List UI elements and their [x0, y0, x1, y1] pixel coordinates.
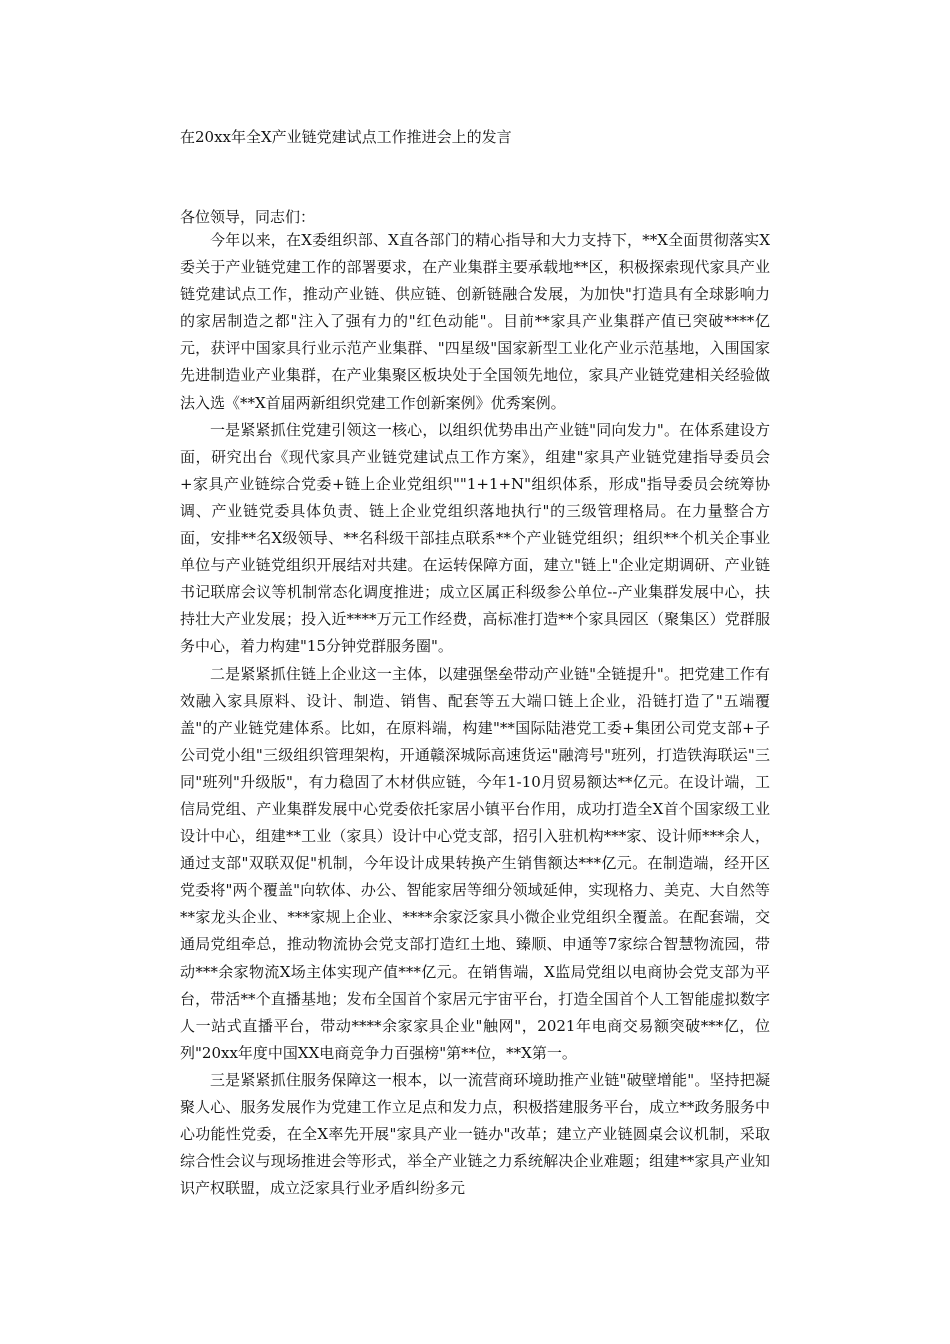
paragraph-intro: 今年以来，在X委组织部、X直各部门的精心指导和大力支持下，**X全面贯彻落实X委关于产业链党建工作的部署要求，在产业集群主要承载地**区，积极探索现代家具产业链党建试点工作，推动产业链、供应链、创新链融合发展，为加快"打造具有全球影响力的家居制造之都"注入了强有力的"红色动能"。目前**家具产业集群产值已突破****亿元，获评中国家具行业示范产业集群、"四星级"国家新型工业化产业示范基地，入围国家先进制造业产业集群，在产业集聚区板块处于全国领先地位，家具产业链党建相关经验做法入选《**X首届两新组织党建工作创新案例》优秀案例。	[180, 231, 770, 412]
salutation: 各位领导，同志们：	[180, 208, 316, 226]
document-body	[180, 227, 770, 1202]
document-title: 在20xx年全X产业链党建试点工作推进会上的发言	[180, 128, 512, 146]
paragraph-point-one: 一是紧紧抓住党建引领这一核心，以组织优势串出产业链"同向发力"。在体系建设方面，研究出台《现代家具产业链党建试点工作方案》，组建"家具产业链党建指导委员会+家具产业链综合党委+链上企业党组织""1+1+N"组织体系，形成"指导委员会统筹协调、产业链党委具体负责、链上企业党组织落地执行"的三级管理格局。在力量整合方面，安排**名X级领导、**名科级干部挂点联系**个产业链党组织；组织**个机关企事业单位与产业链党组织开展结对共建。在运转保障方面，建立"链上"企业定期调研、产业链书记联席会议等机制常态化调度推进；成立区属正科级参公单位--产业集群发展中心，扶持壮大产业发展；投入近****万元工作经费，高标准打造**个家具园区（聚集区）党群服务中心，着力构建"15分钟党群服务圈"。	[180, 420, 770, 656]
paragraph-point-three: 三是紧紧抓住服务保障这一根本，以一流营商环境助推产业链"破壁增能"。坚持把凝聚人心、服务发展作为党建工作立足点和发力点，积极搭建服务平台，成立**政务服务中心功能性党委，在全X率先开展"家具产业一链办"改革；建立产业链圆桌会议机制，采取综合性会议与现场推进会等形式，举全产业链之力系统解决企业难题；组建**家具产业知识产权联盟，成立泛家具行业矛盾纠纷多元	[180, 1070, 770, 1198]
paragraph-point-two: 二是紧紧抓住链上企业这一主体，以建强堡垒带动产业链"全链提升"。把党建工作有效融入家具原料、设计、制造、销售、配套等五大端口链上企业，沿链打造了"五端覆盖"的产业链党建体系。比如，在原料端，构建"**国际陆港党工委+集团公司党支部+子公司党小组"三级组织管理架构，开通赣深城际高速货运"融湾号"班列，打造铁海联运"三同"班列"升级版"，有力稳固了木材供应链，今年1-10月贸易额达**亿元。在设计端，工信局党组、产业集群发展中心党委依托家居小镇平台作用，成功打造全X首个国家级工业设计中心，组建**工业（家具）设计中心党支部，招引入驻机构***家、设计师***余人，通过支部"双联双促"机制，今年设计成果转换产生销售额达***亿元。在制造端，经开区党委将"两个覆盖"向软体、办公、智能家居等细分领域延伸，实现格力、美克、大自然等**家龙头企业、***家规上企业、****余家泛家具小微企业党组织全覆盖。在配套端，交通局党组牵总，推动物流协会党支部打造红土地、臻顺、申通等7家综合智慧物流园，带动***余家物流X场主体实现产值***亿元。在销售端，X监局党组以电商协会党支部为平台，带活**个直播基地；发布全国首个家居元宇宙平台，打造全国首个人工智能虚拟数字人一站式直播平台，带动****余家家具企业"触网"，2021年电商交易额突破***亿，位列"20xx年度中国XX电商竞争力百强榜"第**位，**X第一。	[180, 664, 770, 1062]
